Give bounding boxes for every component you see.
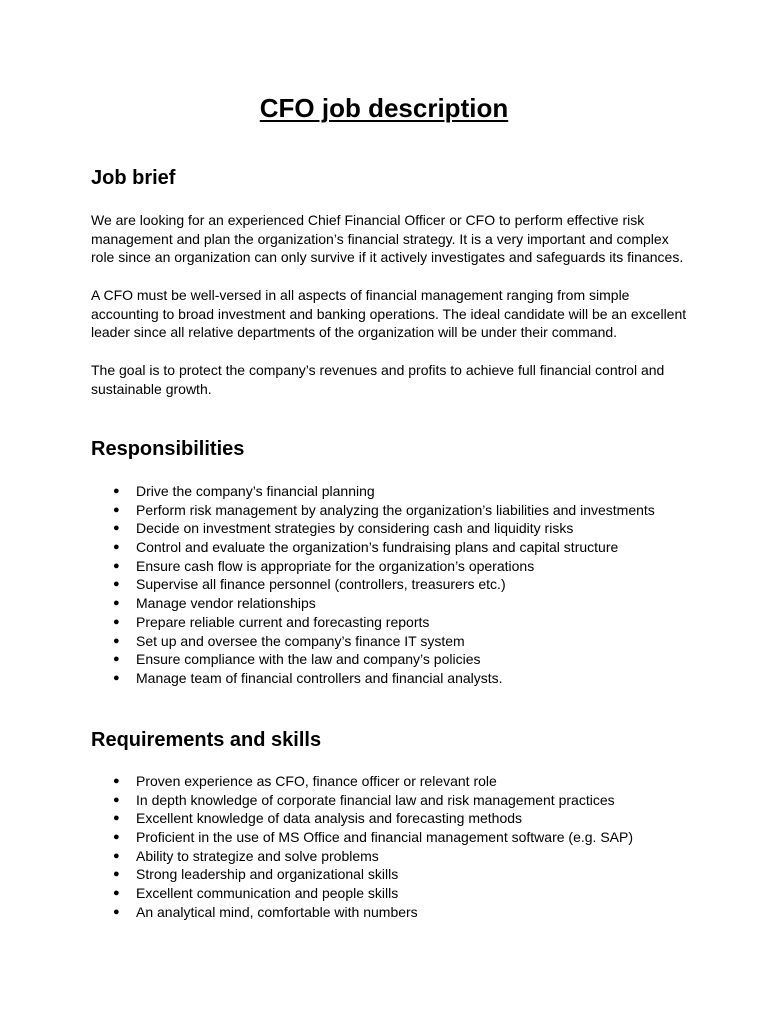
list-item-text: Strong leadership and organizational skills (136, 866, 399, 883)
document-title: CFO job description (259, 93, 509, 123)
bullet-icon: ● (113, 849, 120, 862)
list-item-text: Ensure cash flow is appropriate for the organization’s operations (136, 557, 535, 574)
list-item-text: Excellent communication and people skills (136, 885, 399, 902)
paragraph-line: role since an organization can only survive if it actively investigates and safeguards its finances. (91, 249, 684, 266)
paragraph-line: management and plan the organization’s financial strategy. It is a very important and complex (91, 230, 669, 247)
bullet-icon: ● (113, 793, 120, 806)
bullet-icon: ● (113, 485, 120, 497)
list-item (0, 501, 768, 520)
bullet-icon: ● (113, 578, 120, 591)
list-item-text: Ability to strategize and solve problems (136, 847, 379, 864)
job-brief-paragraph-3 (91, 361, 691, 398)
list-item (0, 791, 768, 810)
job-brief-paragraph-2 (91, 286, 691, 342)
list-item-text: Ensure compliance with the law and company’s policies (136, 651, 481, 668)
list-item (0, 650, 768, 669)
list-item (0, 809, 768, 828)
list-item-text: Prepare reliable current and forecasting reports (136, 613, 430, 630)
responsibilities-list (0, 482, 768, 688)
list-item (0, 847, 768, 866)
paragraph-line: sustainable growth. (91, 380, 212, 397)
paragraph-line: A CFO must be well-versed in all aspects of financial management ranging from simple (91, 287, 630, 303)
list-item (0, 519, 768, 538)
list-item-text: Excellent knowledge of data analysis and forecasting methods (136, 810, 523, 827)
list-item (0, 594, 768, 613)
list-item (0, 632, 768, 651)
list-item (0, 557, 768, 576)
bullet-icon: ● (113, 905, 120, 918)
list-item-text: An analytical mind, comfortable with numbers (136, 903, 418, 920)
bullet-icon: ● (113, 522, 120, 535)
bullet-icon: ● (113, 634, 120, 647)
bullet-icon: ● (113, 812, 120, 825)
list-item (0, 903, 768, 922)
bullet-icon: ● (113, 541, 120, 554)
bullet-icon: ● (113, 887, 120, 900)
list-item (0, 884, 768, 903)
responsibilities-heading: Responsibilities (91, 438, 245, 460)
list-item (0, 669, 768, 688)
list-item (0, 772, 768, 791)
list-item-text: Supervise all finance personnel (controllers, treasurers etc.) (136, 576, 506, 593)
requirements-heading: Requirements and skills (91, 729, 322, 751)
requirements-list (0, 772, 768, 922)
job-brief-paragraph-1 (91, 211, 691, 267)
bullet-icon: ● (113, 868, 120, 881)
paragraph-line: accounting to broad investment and banking operations. The ideal candidate will be an excellent (91, 305, 687, 322)
list-item-text: Proven experience as CFO, finance officer or relevant role (136, 773, 497, 789)
list-item (0, 865, 768, 884)
list-item-text: Proficient in the use of MS Office and financial management software (e.g. SAP) (136, 829, 633, 846)
job-brief-heading: Job brief (91, 167, 176, 189)
list-item-text: Control and evaluate the organization’s fundraising plans and capital structure (136, 539, 619, 556)
paragraph-line: The goal is to protect the company’s revenues and profits to achieve full financial control and (91, 362, 665, 378)
paragraph-line: leader since all relative departments of the organization will be under their command. (91, 324, 618, 341)
bullet-icon: ● (113, 615, 120, 628)
bullet-icon: ● (113, 831, 120, 844)
paragraph-line: We are looking for an experienced Chief Financial Officer or CFO to perform effective risk (91, 212, 645, 228)
list-item (0, 575, 768, 594)
list-item (0, 613, 768, 632)
list-item-text: Manage vendor relationships (136, 595, 316, 612)
list-item-text: Perform risk management by analyzing the organization’s liabilities and investments (136, 501, 655, 518)
bullet-icon: ● (113, 653, 120, 666)
bullet-icon: ● (113, 503, 120, 516)
bullet-icon: ● (113, 671, 120, 684)
bullet-icon: ● (113, 597, 120, 610)
bullet-icon: ● (113, 775, 120, 787)
list-item-text: Set up and oversee the company’s finance IT system (136, 632, 465, 649)
list-item (0, 828, 768, 847)
list-item-text: Decide on investment strategies by considering cash and liquidity risks (136, 520, 574, 537)
list-item-text: Drive the company’s financial planning (136, 483, 375, 499)
list-item-text: Manage team of financial controllers and financial analysts. (136, 669, 503, 686)
bullet-icon: ● (113, 559, 120, 572)
list-item-text: In depth knowledge of corporate financial law and risk management practices (136, 791, 615, 808)
list-item (0, 538, 768, 557)
list-item (0, 482, 768, 501)
